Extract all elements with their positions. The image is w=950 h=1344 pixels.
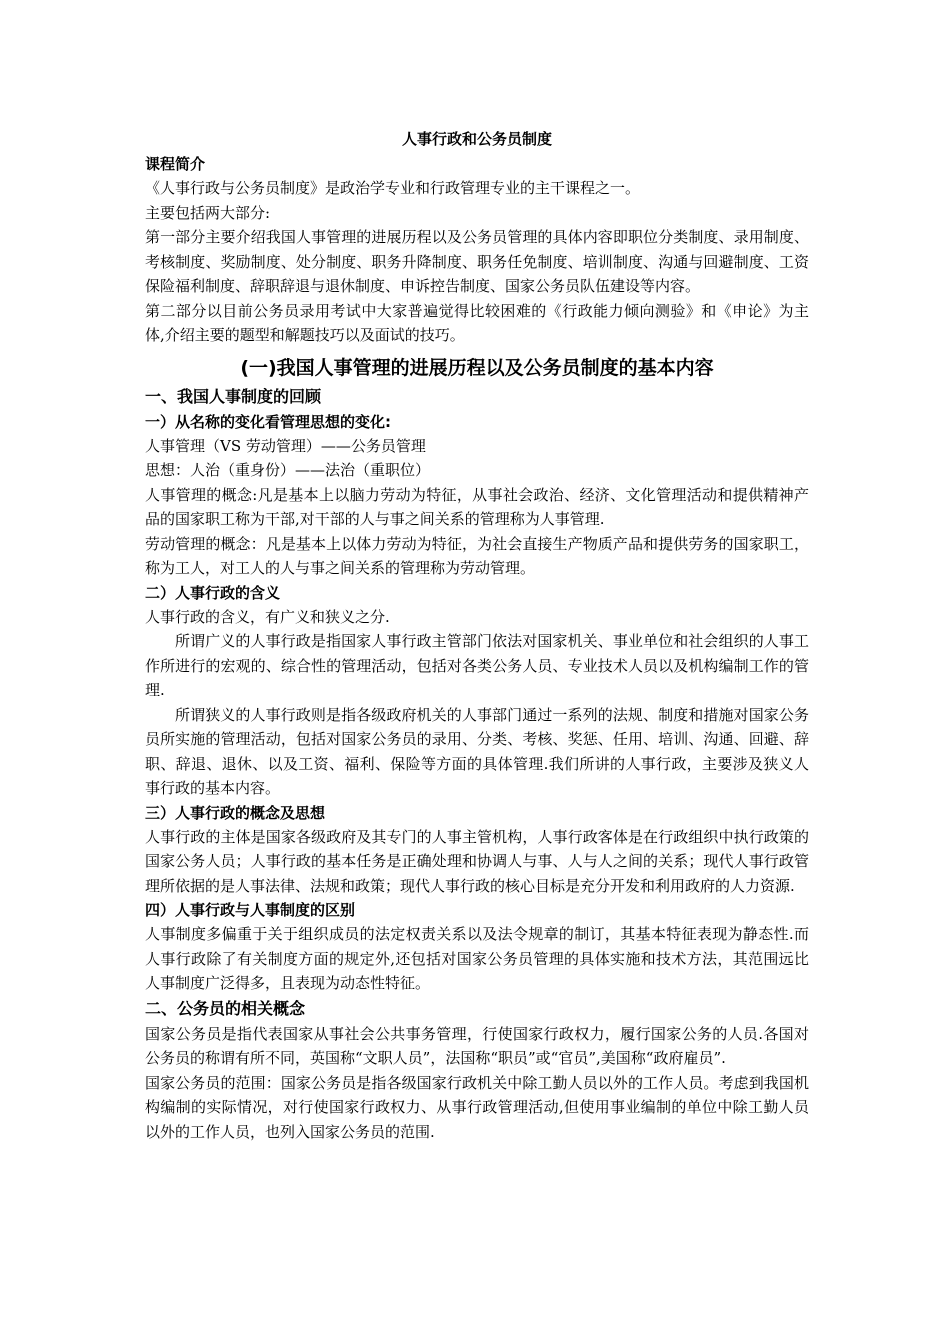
intro-paragraph-4: 第二部分以目前公务员录用考试中大家普遍觉得比较困难的《行政能力倾向测验》和《申论》为主体,介绍主要的题型和解题技巧以及面试的技巧。 [145,301,809,344]
document-page [145,128,809,1144]
intro-paragraph-1: 《人事行政与公务员制度》是政治学专业和行政管理专业的主干课程之一。 [145,179,641,197]
subsection2-paragraph-2: 所谓广义的人事行政是指国家人事行政主管部门依法对国家机关、事业单位和社会组织的人事工作所进行的宏观的、综合性的管理活动，包括对各类公务人员、专业技术人员以及机构编制工作的管理. [145,632,809,699]
subsection3-paragraph-1: 人事行政的主体是国家各级政府及其专门的人事主管机构，人事行政客体是在行政组织中执行政策的国家公务人员；人事行政的基本任务是正确处理和协调人与事、人与人之间的关系；现代人事行政管理所依据的是人事法律、法规和政策；现代人事行政的核心目标是充分开发和利用政府的人力资源. [145,827,809,895]
subsection4-paragraph-1: 人事制度多偏重于关于组织成员的法定权责关系以及法令规章的制订，其基本特征表现为静态性.而人事行政除了有关制度方面的规定外,还包括对国家公务员管理的具体实施和技术方法，其范围远比人事制度广泛得多，且表现为动态性特征。 [145,925,809,992]
section2-paragraph-2: 国家公务员的范围：国家公务员是指各级国家行政机关中除工勤人员以外的工作人员。考虑到我国机构编制的实际情况，对行使国家行政权力、从事行政管理活动,但使用事业编制的单位中除工勤人员以外的工作人员，也列入国家公务员的范围. [145,1073,809,1141]
subsection1-paragraph-3: 人事管理的概念:凡是基本上以脑力劳动为特征，从事社会政治、经济、文化管理活动和提供精神产品的国家职工称为干部,对干部的人与事之间关系的管理称为人事管理. [145,485,809,528]
intro-paragraph-2: 主要包括两大部分: [145,203,271,222]
subsection1-paragraph-4: 劳动管理的概念：凡是基本上以体力劳动为特征，为社会直接生产物质产品和提供劳务的国家职工，称为工人，对工人的人与事之间关系的管理称为劳动管理。 [145,534,809,577]
section1-heading: 一、我国人事制度的回顾 [145,386,322,406]
subsection1-paragraph-1: 人事管理（VS 劳动管理）——公务员管理 [145,436,426,455]
course-intro-heading: 课程简介 [145,155,206,173]
section2-paragraph-1: 国家公务员是指代表国家从事社会公共事务管理，行使国家行政权力，履行国家公务的人员.各国对公务员的称谓有所不同，英国称“文职人员”，法国称“职员”或“官员”,美国称“政府雇员”. [145,1024,809,1067]
subsection2-paragraph-1: 人事行政的含义，有广义和狭义之分. [145,607,390,626]
subsection1-paragraph-2: 思想：人治（重身份）——法治（重职位） [145,461,431,479]
subsection2-heading: 二）人事行政的含义 [145,583,281,602]
subsection1-heading: 一）从名称的变化看管理思想的变化: [145,412,392,431]
intro-paragraph-3: 第一部分主要介绍我国人事管理的进展历程以及公务员管理的具体内容即职位分类制度、录用制度、考核制度、奖励制度、处分制度、职务升降制度、职务任免制度、培训制度、沟通与回避制度、工资保险福利制度、辞职辞退与退休制度、申诉控告制度、国家公务员队伍建设等内容。 [145,228,809,295]
document-title: 人事行政和公务员制度 [401,130,552,148]
section2-heading: 二、公务员的相关概念 [145,998,306,1018]
part1-heading: (一)我国人事管理的进展历程以及公务员制度的基本内容 [240,356,714,379]
subsection2-paragraph-3: 所谓狭义的人事行政则是指各级政府机关的人事部门通过一系列的法规、制度和措施对国家公务员所实施的管理活动，包括对国家公务员的录用、分类、考核、奖惩、任用、培训、沟通、回避、辞职、辞退、退休、以及工资、福利、保险等方面的具体管理.我们所讲的人事行政，主要涉及狭义人事行政的基本内容。 [145,705,809,797]
subsection4-heading: 四）人事行政与人事制度的区别 [145,901,356,919]
subsection3-heading: 三）人事行政的概念及思想 [145,803,326,822]
